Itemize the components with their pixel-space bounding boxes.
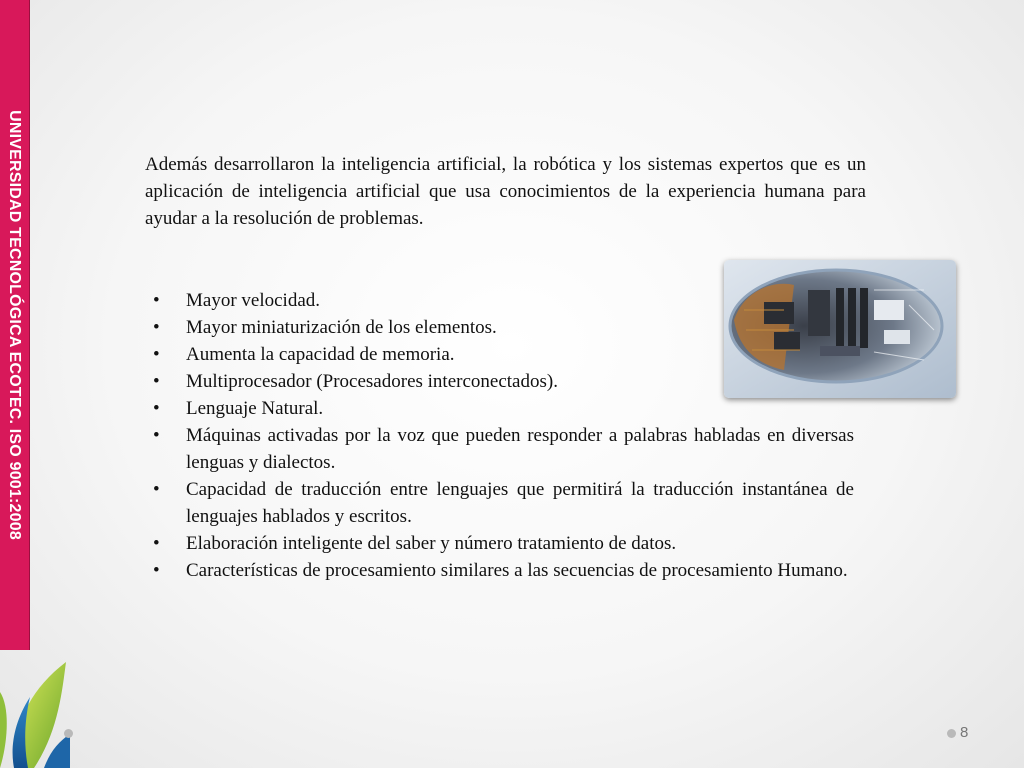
list-item: [153, 287, 854, 314]
bullet-icon: •: [153, 317, 160, 338]
list-item: [153, 368, 854, 395]
list-item-text: Lenguaje Natural.: [186, 398, 324, 419]
bullet-icon: •: [153, 398, 160, 419]
bullet-icon: •: [153, 371, 160, 392]
list-item: [153, 530, 854, 557]
sidebar-banner: [0, 0, 30, 650]
list-item: [153, 476, 854, 530]
footer-dot-left: [64, 729, 73, 738]
leaf-logo-icon: [0, 652, 72, 768]
list-item: [153, 422, 854, 476]
list-item: [153, 341, 854, 368]
feature-list: [153, 287, 854, 584]
list-item-text: Características de procesamiento similares a las secuencias de procesamiento Humano.: [186, 560, 848, 581]
list-item-text: Máquinas activadas por la voz que pueden responder a palabras habladas en diversas lenguas y dialectos.: [186, 425, 854, 473]
bullet-icon: •: [153, 533, 160, 554]
footer-dot-right: [947, 729, 956, 738]
page-number: 8: [960, 724, 969, 741]
list-item-text: Mayor miniaturización de los elementos.: [186, 317, 497, 338]
list-item: [153, 557, 854, 584]
list-item-text: Elaboración inteligente del saber y número tratamiento de datos.: [186, 533, 677, 554]
list-item-text: Aumenta la capacidad de memoria.: [186, 344, 455, 365]
intro-paragraph: Además desarrollaron la inteligencia artificial, la robótica y los sistemas expertos que es un aplicación de inteligencia artificial que usa conocimientos de la experiencia humana para ayudar a la resolución de problemas.: [145, 154, 866, 229]
bullet-icon: •: [153, 344, 160, 365]
list-item-text: Multiprocesador (Procesadores interconectados).: [186, 371, 558, 392]
list-item-text: Mayor velocidad.: [186, 290, 321, 311]
list-item-text: Capacidad de traducción entre lenguajes que permitirá la traducción instantánea de lenguajes hablados y escritos.: [186, 479, 854, 527]
list-item: [153, 314, 854, 341]
bullet-icon: •: [153, 479, 160, 500]
bullet-icon: •: [153, 560, 160, 581]
list-item: [153, 395, 854, 422]
university-name: UNIVERSIDAD TECNOLÓGICA ECOTEC. ISO 9001:2008: [6, 110, 23, 540]
bullet-icon: •: [153, 425, 160, 446]
bullet-icon: •: [153, 290, 160, 311]
